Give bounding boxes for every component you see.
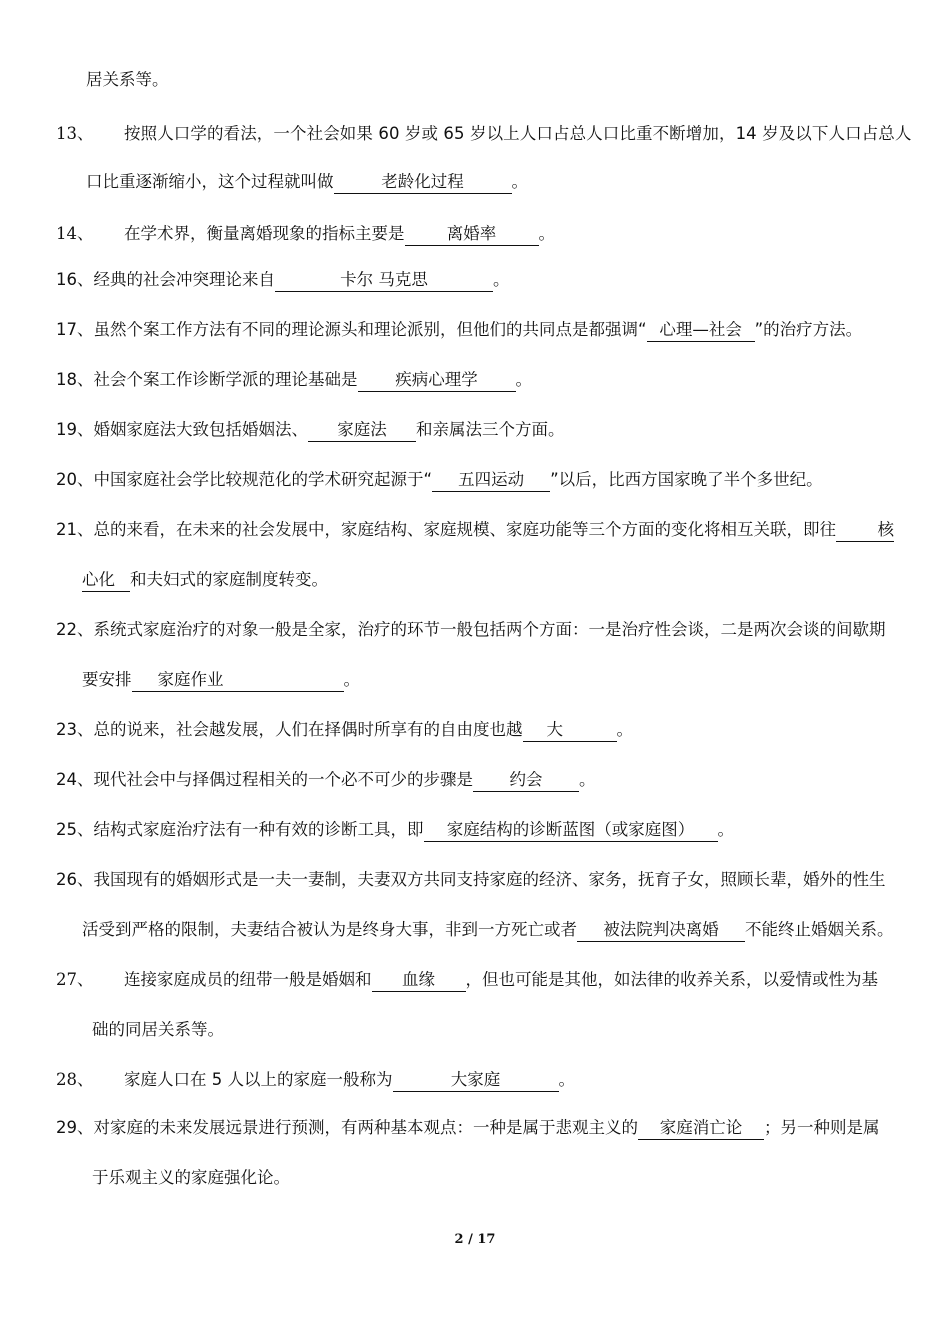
question-27 bbox=[56, 968, 878, 992]
question-number: 22、 bbox=[56, 620, 94, 639]
question-26 bbox=[56, 868, 886, 892]
question-number: 18、 bbox=[56, 370, 94, 389]
question-number: 14、 bbox=[56, 224, 94, 243]
question-text: 对家庭的未来发展远景进行预测，有两种基本观点：一种是属于悲观主义的 bbox=[93, 1118, 638, 1137]
question-13-cont bbox=[86, 170, 528, 194]
question-number: 21、 bbox=[56, 520, 94, 539]
question-text: 总的说来，社会越发展，人们在择偶时所享有的自由度也越 bbox=[93, 720, 523, 739]
answer-blank: 大 bbox=[523, 719, 617, 742]
answer-blank: 被法院判决离婚 bbox=[577, 919, 745, 942]
question-text: 居关系等。 bbox=[86, 70, 169, 89]
answer-blank: 血缘 bbox=[372, 969, 466, 992]
question-text: 连接家庭成员的纽带一般是婚姻和 bbox=[124, 970, 372, 989]
question-number: 25、 bbox=[56, 820, 94, 839]
question-end: 。 bbox=[616, 720, 633, 739]
question-end: 和亲属法三个方面。 bbox=[416, 420, 565, 439]
answer-blank: 卡尔 马克思 bbox=[275, 269, 493, 292]
question-end: 。 bbox=[515, 370, 532, 389]
question-text: 中国家庭社会学比较规范化的学术研究起源于“ bbox=[93, 470, 433, 489]
question-19 bbox=[56, 418, 565, 442]
question-text: 口比重逐渐缩小，这个过程就叫做 bbox=[86, 172, 334, 191]
answer-blank: 老龄化过程 bbox=[334, 171, 512, 194]
answer-blank: 心理—社会 bbox=[647, 319, 755, 342]
question-number: 27、 bbox=[56, 970, 94, 989]
question-number: 28、 bbox=[56, 1070, 94, 1089]
question-end: 。 bbox=[538, 224, 555, 243]
question-text: 按照人口学的看法，一个社会如果 60 岁或 65 岁以上人口占总人口比重不断增加，14 岁及以下人口占总人 bbox=[124, 124, 912, 143]
answer-blank: 核 bbox=[836, 519, 894, 542]
question-end: 。 bbox=[511, 172, 528, 191]
question-end: 。 bbox=[717, 820, 734, 839]
answer-blank: 家庭作业 bbox=[132, 669, 344, 692]
answer-blank: 疾病心理学 bbox=[358, 369, 516, 392]
question-17 bbox=[56, 318, 862, 342]
question-text: 系统式家庭治疗的对象一般是全家，治疗的环节一般包括两个方面：一是治疗性会谈，二是两次会谈的间歇期 bbox=[93, 620, 886, 639]
question-text: 要安排 bbox=[82, 670, 132, 689]
question-tail bbox=[86, 68, 169, 92]
question-number: 24、 bbox=[56, 770, 94, 789]
page-number: 2 / 17 bbox=[454, 1232, 496, 1247]
question-text: 于乐观主义的家庭强化论。 bbox=[92, 1168, 290, 1187]
question-22 bbox=[56, 618, 886, 642]
question-text: 婚姻家庭法大致包括婚姻法、 bbox=[93, 420, 308, 439]
question-29-cont bbox=[92, 1166, 290, 1190]
answer-blank: 约会 bbox=[473, 769, 579, 792]
question-end: ”以后，比西方国家晚了半个多世纪。 bbox=[550, 470, 823, 489]
question-text: 活受到严格的限制，夫妻结合被认为是终身大事，非到一方死亡或者 bbox=[82, 920, 577, 939]
question-text: 社会个案工作诊断学派的理论基础是 bbox=[93, 370, 358, 389]
question-number: 23、 bbox=[56, 720, 94, 739]
question-end: 不能终止婚姻关系。 bbox=[745, 920, 894, 939]
question-text: 现代社会中与择偶过程相关的一个必不可少的步骤是 bbox=[93, 770, 473, 789]
question-text: 我国现有的婚姻形式是一夫一妻制，夫妻双方共同支持家庭的经济、家务，抚育子女，照顾长辈，婚外的性生 bbox=[93, 870, 886, 889]
question-text: 经典的社会冲突理论来自 bbox=[93, 270, 275, 289]
answer-blank: 心化 bbox=[82, 569, 130, 592]
answer-blank: 家庭结构的诊断蓝图（或家庭图） bbox=[424, 819, 718, 842]
question-26-cont bbox=[82, 918, 894, 942]
answer-blank: 家庭法 bbox=[308, 419, 416, 442]
question-number: 20、 bbox=[56, 470, 94, 489]
question-23 bbox=[56, 718, 633, 742]
answer-blank: 大家庭 bbox=[393, 1069, 559, 1092]
question-24 bbox=[56, 768, 596, 792]
question-text: 在学术界，衡量离婚现象的指标主要是 bbox=[124, 224, 405, 243]
question-number: 29、 bbox=[56, 1118, 94, 1137]
question-text: 础的同居关系等。 bbox=[92, 1020, 224, 1039]
answer-blank: 离婚率 bbox=[405, 223, 539, 246]
question-28 bbox=[56, 1068, 575, 1092]
question-end: ”的治疗方法。 bbox=[754, 320, 863, 339]
question-end: 。 bbox=[579, 770, 596, 789]
question-end: 。 bbox=[493, 270, 510, 289]
question-27-cont bbox=[92, 1018, 224, 1042]
question-text: 虽然个案工作方法有不同的理论源头和理论派别，但他们的共同点是都强调“ bbox=[93, 320, 647, 339]
question-20 bbox=[56, 468, 823, 492]
question-text: 结构式家庭治疗法有一种有效的诊断工具，即 bbox=[93, 820, 424, 839]
question-21-cont bbox=[82, 568, 328, 592]
question-13 bbox=[56, 122, 912, 146]
question-end: 。 bbox=[558, 1070, 575, 1089]
question-number: 19、 bbox=[56, 420, 94, 439]
question-text: ；另一种则是属 bbox=[764, 1118, 880, 1137]
question-text: 总的来看，在未来的社会发展中，家庭结构、家庭规模、家庭功能等三个方面的变化将相互关联，即往 bbox=[93, 520, 836, 539]
question-text: 家庭人口在 5 人以上的家庭一般称为 bbox=[124, 1070, 393, 1089]
question-22-cont bbox=[82, 668, 360, 692]
question-29 bbox=[56, 1116, 880, 1140]
question-16 bbox=[56, 268, 510, 292]
answer-blank: 家庭消亡论 bbox=[638, 1117, 764, 1140]
question-number: 26、 bbox=[56, 870, 94, 889]
question-number: 16、 bbox=[56, 270, 94, 289]
question-text: 和夫妇式的家庭制度转变。 bbox=[130, 570, 328, 589]
question-14 bbox=[56, 222, 555, 246]
question-25 bbox=[56, 818, 734, 842]
question-text: ，但也可能是其他，如法律的收养关系，以爱情或性为基 bbox=[465, 970, 878, 989]
question-number: 13、 bbox=[56, 124, 94, 143]
answer-blank: 五四运动 bbox=[432, 469, 550, 492]
question-number: 17、 bbox=[56, 320, 94, 339]
question-end: 。 bbox=[343, 670, 360, 689]
question-21 bbox=[56, 518, 894, 542]
question-18 bbox=[56, 368, 532, 392]
